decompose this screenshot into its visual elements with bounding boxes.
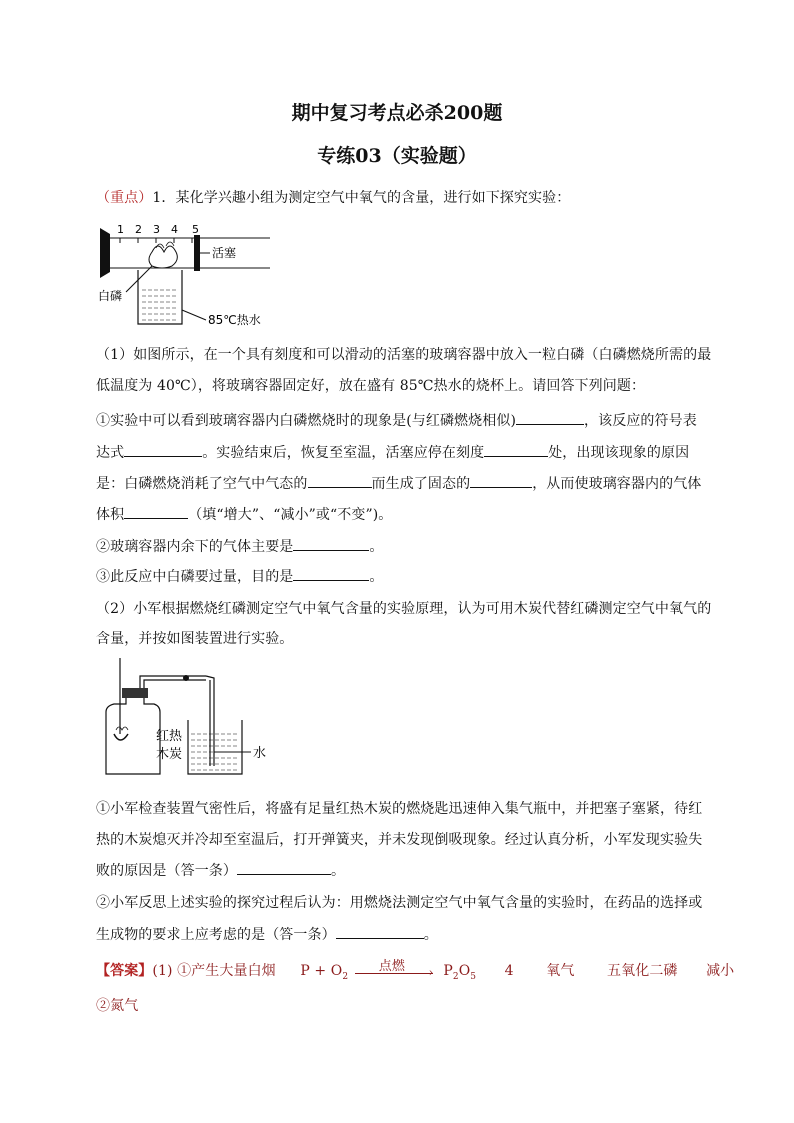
charcoal-label-2: 木炭 <box>156 747 183 762</box>
text: 。 <box>331 863 346 879</box>
stopper-icon <box>100 228 110 278</box>
tick-2: 2 <box>135 223 142 236</box>
eq-sub: 2 <box>342 971 349 982</box>
phosphorus-apparatus-figure <box>96 218 296 330</box>
answer-value-5: ②氮气 <box>96 998 139 1014</box>
rubber-stopper-icon <box>122 688 148 698</box>
text: （填“增大”、“减小”或“不变”)。 <box>188 507 393 523</box>
eq-sub: 2 <box>452 971 459 982</box>
paragraph-1a: （1）如图所示，在一个具有刻度和可以滑动的活塞的玻璃容器中放入一粒白磷（白磷燃烧所需的最 <box>96 347 712 363</box>
tick-3: 3 <box>153 223 160 236</box>
equation <box>300 961 476 982</box>
paragraph-1b: 低温度为 40℃），将玻璃容器固定好，放在盛有 85℃热水的烧杯上。请回答下列问题： <box>96 378 646 394</box>
answer-blank[interactable] <box>336 924 424 939</box>
eq-sub: 5 <box>470 971 477 982</box>
page-title: 期中复习考点必杀200题 <box>291 102 503 124</box>
answer-part: (1) ①产生大量白烟 <box>152 963 276 979</box>
hot-water-label: 85℃热水 <box>208 313 261 327</box>
subq-2-line <box>96 536 384 556</box>
task-2-line-1: ②小军反思上述实验的探究过程后认为：用燃烧法测定空气中氧气含量的实验时，在药品的选择或 <box>96 895 703 911</box>
text: ，从而使玻璃容器内的气体 <box>532 476 702 492</box>
answer-label: 【答案】 <box>96 963 153 979</box>
subq-3-line <box>96 566 384 586</box>
task-1-line-1: ①小军检查装置气密性后，将盛有足量红热木炭的燃烧匙迅速伸入集气瓶中，并把塞子塞紧，待红 <box>96 801 703 817</box>
answer-blank[interactable] <box>470 473 532 488</box>
task-1-line-2: 热的木炭熄灭并冷却至室温后，打开弹簧夹，并未发现倒吸现象。经过认真分析，小军发现实验失 <box>96 832 703 848</box>
tick-5: 5 <box>192 223 199 236</box>
arrow-head-icon: › <box>428 966 434 979</box>
paragraph-2a: （2）小军根据燃烧红磷测定空气中氧气含量的实验原理，认为可用木炭代替红磷测定空气中氧气的 <box>96 601 712 617</box>
charcoal-apparatus-figure <box>96 654 286 782</box>
text: ，该反应的符号表 <box>584 413 697 429</box>
answer-blank[interactable] <box>308 473 372 488</box>
subq-1-line-4 <box>96 504 392 524</box>
flame-icon <box>149 246 177 268</box>
charcoal-label-1: 红热 <box>156 729 183 744</box>
subq-1-line-2 <box>96 442 689 462</box>
answer-blank[interactable] <box>237 860 331 875</box>
reaction-condition: 点燃 <box>378 959 405 974</box>
water-beaker-icon <box>188 720 242 774</box>
text: ③此反应中白磷要过量，目的是 <box>96 569 294 585</box>
paragraph-2b: 含量，并按如图装置进行实验。 <box>96 631 294 647</box>
piston-icon <box>194 235 200 271</box>
answer-value-2: 氧气 <box>546 963 575 979</box>
tick-1: 1 <box>117 223 124 236</box>
text: ②玻璃容器内余下的气体主要是 <box>96 539 294 555</box>
eq-right: P <box>443 963 453 979</box>
text: 。 <box>423 927 438 943</box>
answer-blank[interactable] <box>516 410 584 425</box>
text: 。 <box>369 539 384 555</box>
task-1-line-3 <box>96 860 345 880</box>
question-1-stem <box>96 187 570 207</box>
answer-line <box>96 960 734 982</box>
connecting-tube-icon <box>140 676 206 688</box>
text: 而生成了固态的 <box>371 476 471 492</box>
text: 处，出现该现象的原因 <box>548 445 690 461</box>
question-tag: （重点） <box>96 190 153 206</box>
task-2-line-2 <box>96 924 438 944</box>
text: 是：白磷燃烧消耗了空气中气态的 <box>96 476 308 492</box>
answer-blank[interactable] <box>484 442 548 457</box>
answer-value-1: 4 <box>504 963 514 979</box>
eq-o: O <box>458 963 471 979</box>
page-subtitle: 专练03（实验题） <box>317 145 477 167</box>
subq-1-line-3 <box>96 473 701 493</box>
text: 。 <box>369 569 384 585</box>
text: 达式 <box>96 445 125 461</box>
text: ①实验中可以看到玻璃容器内白磷燃烧时的现象是(与红磷燃烧相似) <box>96 413 517 429</box>
text: 体积 <box>96 507 125 523</box>
tick-4: 4 <box>171 223 178 236</box>
reaction-arrow <box>355 959 437 979</box>
text: 败的原因是（答一条） <box>96 863 237 879</box>
answer-blank[interactable] <box>293 536 369 551</box>
answer-value-4: 减小 <box>706 963 735 979</box>
text: 生成物的要求上应考虑的是（答一条） <box>96 927 336 943</box>
text: 。实验结束后，恢复至室温，活塞应停在刻度 <box>202 445 485 461</box>
eq-left: P + O <box>300 963 343 979</box>
clamp-icon <box>183 675 189 681</box>
subq-1-line-1 <box>96 410 697 430</box>
water-label: 水 <box>253 746 267 761</box>
question-stem: 1．某化学兴趣小组为测定空气中氧气的含量，进行如下探究实验： <box>152 190 571 206</box>
answer-blank[interactable] <box>124 504 188 519</box>
answer-blank[interactable] <box>293 566 369 581</box>
phosphorus-label: 白磷 <box>98 289 123 303</box>
answer-blank[interactable] <box>124 442 202 457</box>
answer-value-3: 五氧化二磷 <box>607 963 678 979</box>
combustion-spoon-icon <box>114 734 128 740</box>
beaker-icon <box>138 270 182 324</box>
piston-label: 活塞 <box>212 246 237 260</box>
